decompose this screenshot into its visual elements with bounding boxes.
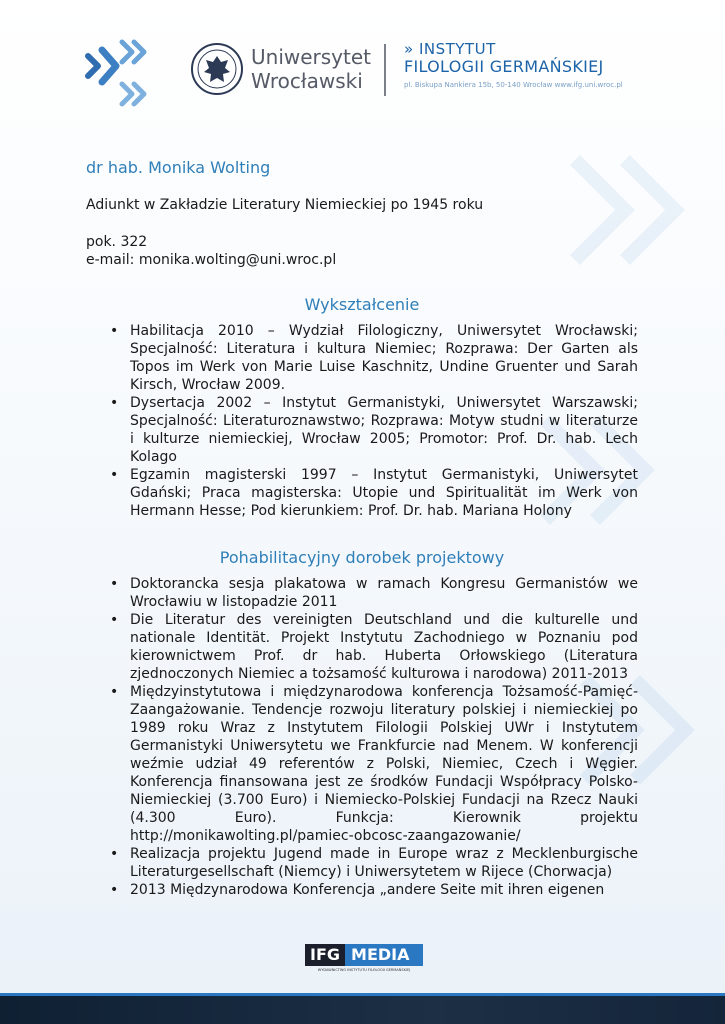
university-name-line2: Wrocławski (251, 69, 363, 93)
ifg-media-logo (305, 944, 423, 976)
institute-name-line2: FILOLOGII GERMAŃSKIEJ (404, 57, 604, 76)
project-item: • 2013 Międzynarodowa Konferencja „andere Seite mit ihren eigenen (130, 881, 638, 899)
institute-name-line1: » INSTYTUT (404, 40, 496, 58)
person-email: e-mail: monika.wolting@uni.wroc.pl (86, 252, 337, 268)
project-item: • Realizacja projektu Jugend made in Europe wraz z Mecklenburgische Literaturgesellschaft (Niemcy) i Uniwersytetem w Rijece (Chorwacja) (130, 845, 638, 881)
person-position: Adiunkt w Zakładzie Literatury Niemieckiej po 1945 roku (86, 197, 484, 213)
projects-list (86, 575, 638, 899)
person-name: dr hab. Monika Wolting (86, 158, 271, 177)
main-content (86, 158, 638, 899)
header-divider (384, 44, 386, 96)
university-seal-icon (190, 42, 244, 96)
university-name-line1: Uniwersytet (251, 45, 371, 69)
education-item: • Habilitacja 2010 – Wydział Filologiczny, Uniwersytet Wrocławski; Specjalność: Literatura i kultura Niemiec; Rozprawa: Der Garten als Topos im Werk von Marie Luise Kaschnitz, Undine Gruenter und Sarah Kirsch, Wrocław 2009. (130, 322, 638, 394)
footer-bar (0, 996, 725, 1024)
person-room: pok. 322 (86, 234, 148, 250)
logo-tagline: WYDAWNICTWO INSTYTUTU FILOLOGII GERMAŃSKIEJ (317, 968, 411, 972)
education-title: Wykształcenie (304, 295, 420, 314)
logo-ifg-text: IFG (305, 944, 345, 966)
university-name (251, 45, 371, 93)
logo-media-text: MEDIA (345, 944, 423, 966)
page-header (0, 0, 725, 120)
project-item: • Doktorancka sesja plakatowa w ramach Kongresu Germanistów we Wrocławiu w listopadzie 2011 (130, 575, 638, 611)
education-item: • Egzamin magisterski 1997 – Instytut Germanistyki, Uniwersytet Gdański; Praca magisterska: Utopie und Spiritualität im Werk von Hermann Hesse; Pod kierunkiem: Prof. Dr. hab. Mariana Holony (130, 466, 638, 520)
education-list (86, 322, 638, 520)
projects-title: Pohabilitacyjny dorobek projektowy (219, 548, 505, 567)
institute-chevron-logo-icon (82, 36, 162, 116)
institute-address: pl. Biskupa Nankiera 15b, 50-140 Wrocław www.ifg.uni.wroc.pl (404, 81, 623, 89)
project-item: • Międzyinstytutowa i międzynarodowa konferencja Tożsamość-Pamięć-Zaangażowanie. Tendencje rozwoju literatury polskiej i niemieckiej po 1989 roku Wraz z Instytutem Filologii Polskiej UWr i Instytutem Germanistyki Uniwersytetu we Frankfurcie nad Menem. W konferencji weźmie udział 49 referentów z Polski, Niemiec, Czech i Węgier. Konferencja finansowana jest ze środków Fundacji Współpracy Polsko-Niemieckiej (3.700 Euro) i Niemiecko-Polskiej Fundacji na Rzecz Nauki (4.300 Euro). Funkcja: Kierownik projektu http://monikawolting.pl/pamiec-obcosc-zaangazowanie/ (130, 683, 638, 845)
project-item: • Die Literatur des vereinigten Deutschland und die kulturelle und nationale Identität. Projekt Instytutu Zachodniego w Poznaniu pod kierownictwem Prof. dr hab. Huberta Orłowskiego (Literatura zjednoczonych Niemiec a tożsamość kulturowa i narodowa) 2011-2013 (130, 611, 638, 683)
institute-name (404, 42, 623, 89)
education-item: • Dysertacja 2002 – Instytut Germanistyki, Uniwersytet Warszawski; Specjalność: Literaturoznawstwo; Rozprawa: Motyw studni w literaturze i kulturze niemieckiej, Wrocław 2005; Promotor: Prof. Dr. hab. Lech Kolago (130, 394, 638, 466)
